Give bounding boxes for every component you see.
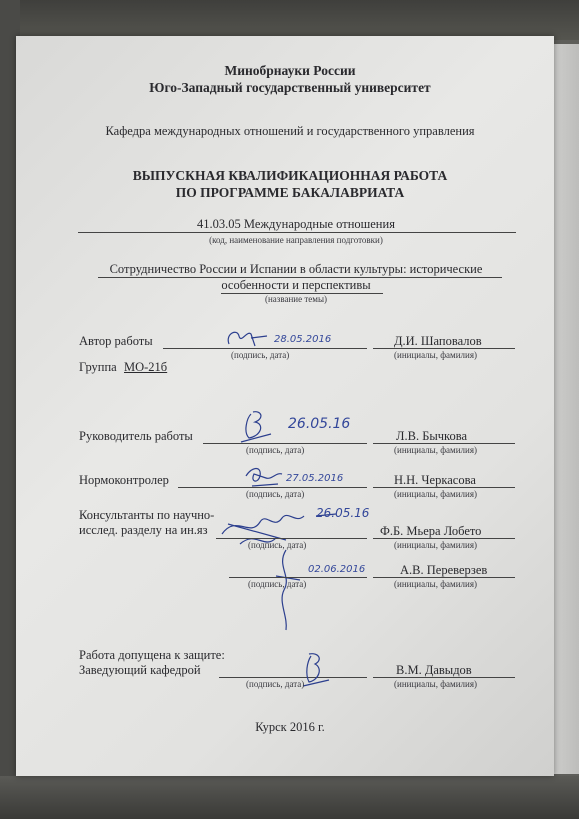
author-name: Д.И. Шаповалов (394, 334, 482, 348)
consultants-label-line2: исслед. разделу на ин.яз (79, 523, 208, 537)
consultant1-sign-caption: (подпись, дата) (248, 540, 307, 550)
consultant1-name: Ф.Б. Мьера Лобето (380, 524, 482, 538)
group-value: МО-21б (124, 360, 168, 374)
program-code-name: 41.03.05 Международные отношения (197, 217, 395, 231)
normocontrol-label: Нормоконтролер (79, 473, 169, 487)
normocontrol-date: 27.05.2016 (286, 473, 344, 484)
consultant2-sign-line (229, 577, 367, 578)
ministry-heading: Минобрнауки России (224, 63, 356, 78)
admission-sign-caption: (подпись, дата) (246, 679, 305, 689)
author-label: Автор работы (79, 334, 153, 348)
admission-line: Работа допущена к защите: (79, 648, 225, 662)
topic-line1: Сотрудничество России и Испании в области культуры: исторические (109, 262, 483, 276)
consultant1-date: 26.05.16 (316, 506, 370, 520)
head-of-department-signature (299, 650, 335, 690)
document-title-line2: ПО ПРОГРАММЕ БАКАЛАВРИАТА (175, 185, 405, 200)
consultant2-sign-caption: (подпись, дата) (248, 579, 307, 589)
program-caption: (код, наименование направления подготовки) (209, 235, 383, 245)
admission-sign-line (219, 677, 367, 678)
background-top (0, 0, 579, 40)
author-name-caption: (инициалы, фамилия) (394, 350, 477, 360)
supervisor-date: 26.05.16 (288, 416, 351, 432)
consultant1-sign-line (216, 538, 367, 539)
consultants-label-line1: Консультанты по научно- (79, 508, 215, 522)
city-year: Курск 2016 г. (255, 720, 325, 734)
head-of-department-name: В.М. Давыдов (396, 663, 472, 677)
consultant1-name-caption: (инициалы, фамилия) (394, 540, 477, 550)
author-sign-caption: (подпись, дата) (231, 350, 290, 360)
supervisor-signature (231, 408, 281, 446)
consultant2-date: 02.06.2016 (308, 564, 366, 575)
admission-name-line (373, 677, 515, 678)
normocontrol-signature (242, 462, 290, 490)
consultant1-name-line (373, 538, 515, 539)
document-title-line1: ВЫПУСКНАЯ КВАЛИФИКАЦИОННАЯ РАБОТА (132, 168, 448, 183)
document-page (16, 36, 554, 776)
supervisor-label: Руководитель работы (79, 429, 193, 443)
topic-caption: (название темы) (264, 294, 328, 304)
supervisor-name: Л.В. Бычкова (396, 429, 468, 443)
author-name-line (373, 348, 515, 349)
program-underline (78, 232, 516, 233)
consultant2-name: А.В. Переверзев (400, 563, 488, 577)
normocontrol-sign-caption: (подпись, дата) (246, 489, 305, 499)
next-page-edge (550, 44, 579, 774)
supervisor-sign-line (203, 443, 367, 444)
author-date: 28.05.2016 (274, 334, 332, 345)
admission-name-caption: (инициалы, фамилия) (394, 679, 477, 689)
normocontrol-name: Н.Н. Черкасова (394, 473, 476, 487)
university-heading: Юго-Западный государственный университет (149, 80, 431, 95)
head-of-department-label: Заведующий кафедрой (79, 663, 201, 677)
consultant2-name-line (373, 577, 515, 578)
normocontrol-name-line (373, 487, 515, 488)
consultant2-signature (256, 546, 316, 636)
supervisor-name-line (373, 443, 515, 444)
supervisor-name-caption: (инициалы, фамилия) (394, 445, 477, 455)
group-label: Группа (79, 360, 117, 374)
topic-line2: особенности и перспективы (221, 278, 371, 292)
department-heading: Кафедра международных отношений и государственного управления (105, 124, 475, 138)
background-bottom (0, 776, 579, 819)
supervisor-sign-caption: (подпись, дата) (246, 445, 305, 455)
normocontrol-name-caption: (инициалы, фамилия) (394, 489, 477, 499)
consultant2-name-caption: (инициалы, фамилия) (394, 579, 477, 589)
author-signature (221, 324, 271, 352)
